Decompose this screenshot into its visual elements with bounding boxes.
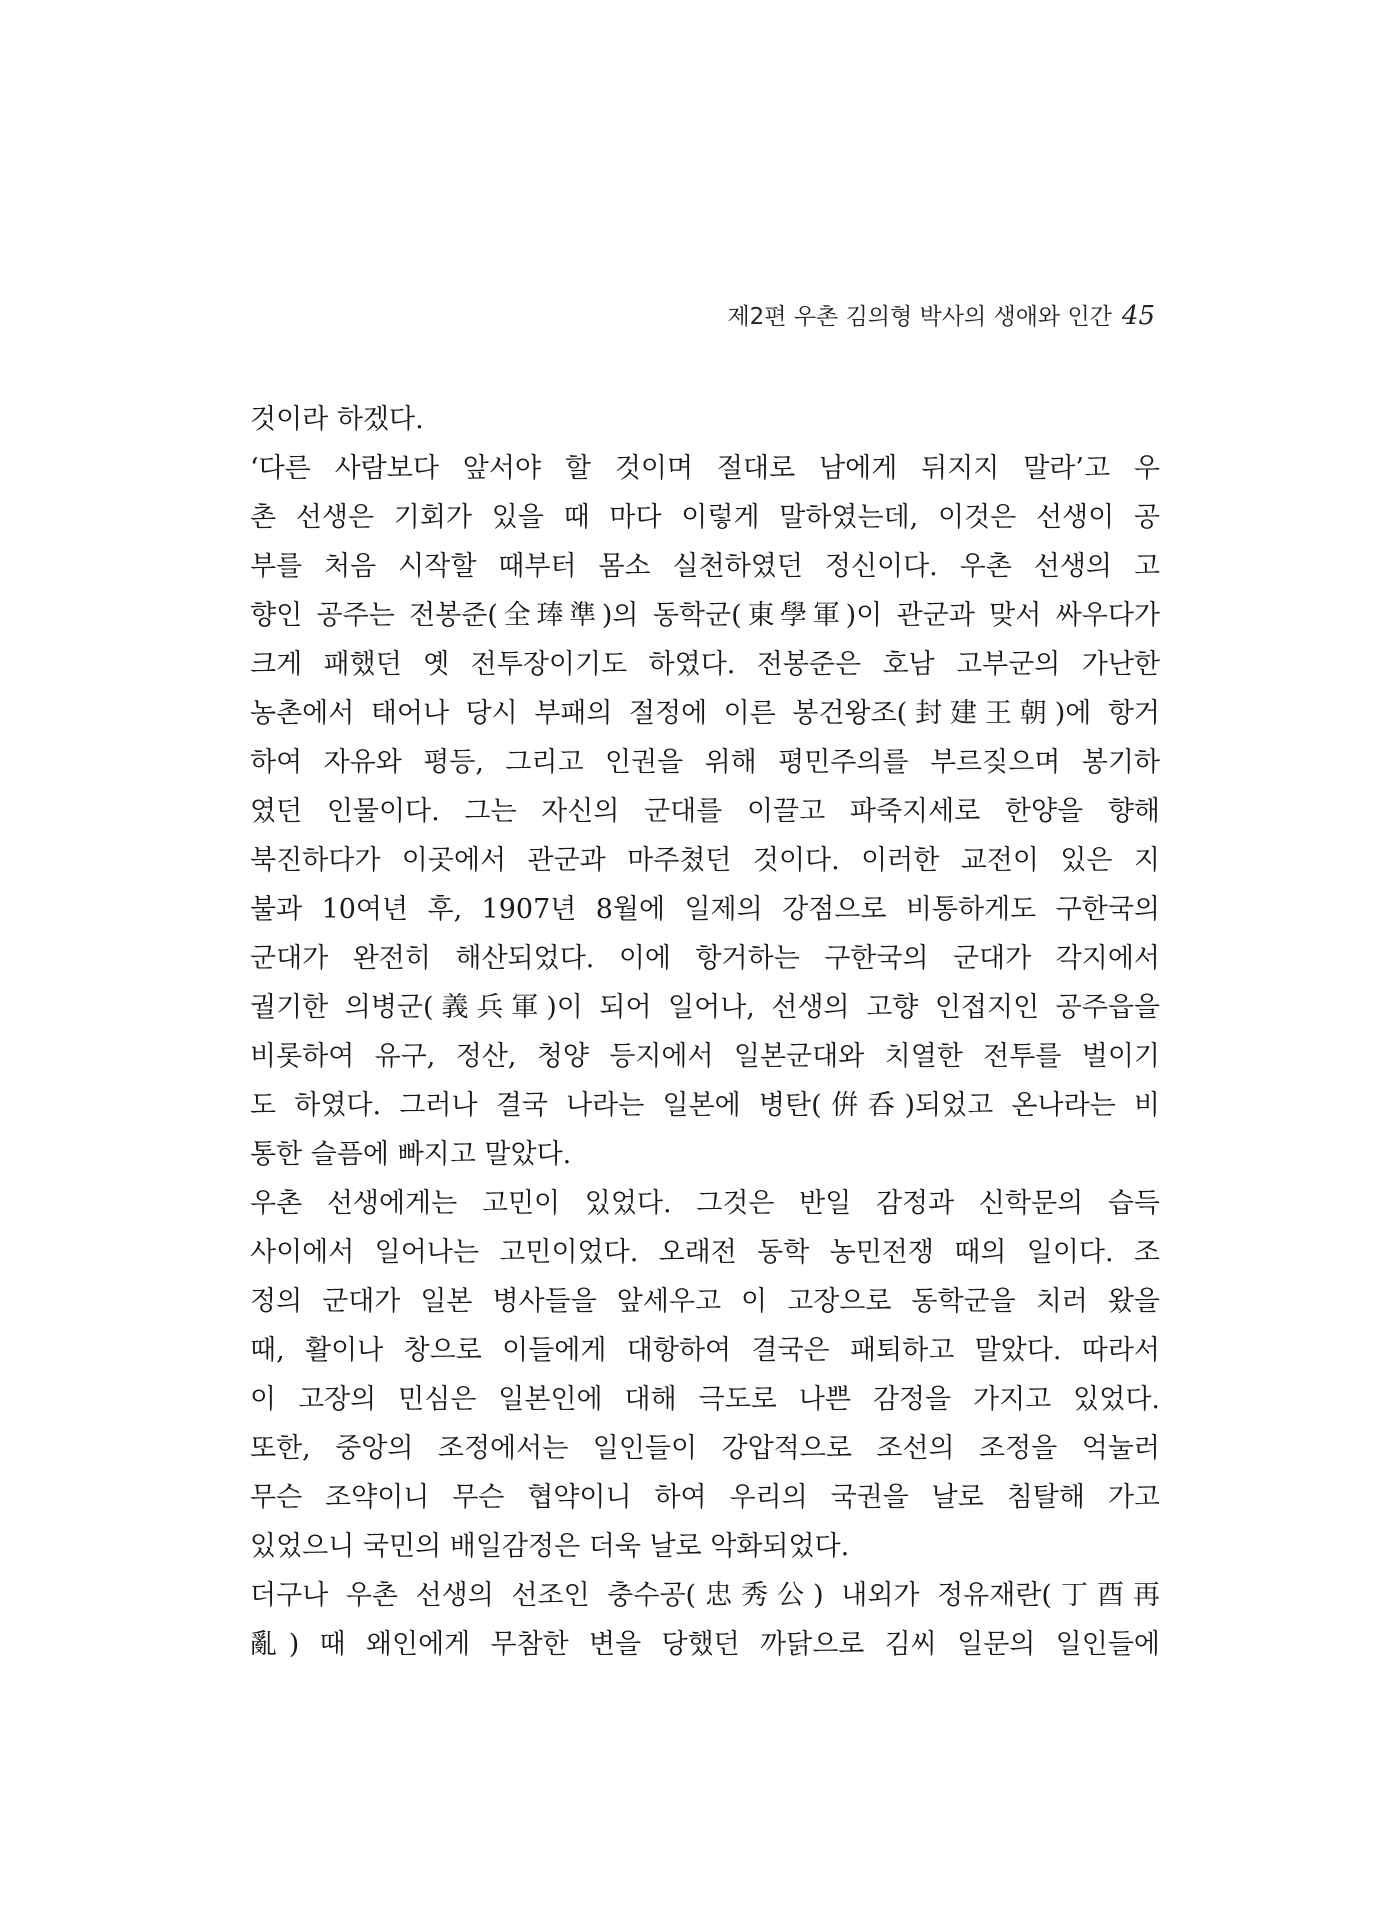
text-line: 무슨 조약이니 무슨 협약이니 하여 우리의 국권을 날로 침탈해 가고: [250, 1482, 1160, 1513]
text-line: 하여 자유와 평등, 그리고 인권을 위해 평민주의를 부르짖으며 봉기하: [250, 747, 1160, 778]
text-line: 궐기한 의병군(義兵軍)이 되어 일어나, 선생의 고향 인접지인 공주읍을: [250, 992, 1160, 1023]
text-line: 더구나 우촌 선생의 선조인 충수공(忠秀公) 내외가 정유재란(丁酉再: [250, 1580, 1160, 1611]
running-title: 제2편 우촌 김의형 박사의 생애와 인간: [727, 304, 1112, 330]
page-number: 45: [1121, 301, 1155, 331]
body-text: [250, 395, 1160, 1669]
text-line: 불과 10여년 후, 1907년 8월에 일제의 강점으로 비통하게도 구한국의: [250, 894, 1160, 925]
text-line: 또한, 중앙의 조정에서는 일인들이 강압적으로 조선의 조정을 억눌러: [250, 1433, 1160, 1464]
text-line: 향인 공주는 전봉준(全琫準)의 동학군(東學軍)이 관군과 맞서 싸우다가: [250, 600, 1160, 631]
text-line: 였던 인물이다. 그는 자신의 군대를 이끌고 파죽지세로 한양을 향해: [250, 796, 1160, 827]
text-line: 때, 활이나 창으로 이들에게 대항하여 결국은 패퇴하고 말았다. 따라서: [250, 1335, 1160, 1366]
text-line: 크게 패했던 옛 전투장이기도 하였다. 전봉준은 호남 고부군의 가난한: [250, 649, 1160, 680]
text-line: 것이라 하겠다.: [250, 404, 424, 435]
text-line: 亂) 때 왜인에게 무참한 변을 당했던 까닭으로 김씨 일문의 일인들에: [250, 1629, 1160, 1660]
text-line: 이 고장의 민심은 일본인에 대해 극도로 나쁜 감정을 가지고 있었다.: [250, 1384, 1160, 1415]
text-line: 있었으니 국민의 배일감정은 더욱 날로 악화되었다.: [250, 1531, 850, 1562]
text-line: 통한 슬픔에 빠지고 말았다.: [250, 1139, 572, 1170]
text-line: 농촌에서 태어나 당시 부패의 절정에 이른 봉건왕조(封建王朝)에 항거: [250, 698, 1160, 729]
text-line: 정의 군대가 일본 병사들을 앞세우고 이 고장으로 동학군을 치러 왔을: [250, 1286, 1160, 1317]
text-line: 군대가 완전히 해산되었다. 이에 항거하는 구한국의 군대가 각지에서: [250, 943, 1160, 974]
text-line: 촌 선생은 기회가 있을 때 마다 이렇게 말하였는데, 이것은 선생이 공: [250, 502, 1160, 533]
text-line: ‘다른 사람보다 앞서야 할 것이며 절대로 남에게 뒤지지 말라’고 우: [250, 453, 1160, 484]
running-header: [250, 298, 1155, 331]
text-line: 도 하였다. 그러나 결국 나라는 일본에 병탄(倂呑)되었고 온나라는 비: [250, 1090, 1160, 1121]
text-line: 우촌 선생에게는 고민이 있었다. 그것은 반일 감정과 신학문의 습득: [250, 1188, 1160, 1219]
text-line: 비롯하여 유구, 정산, 청양 등지에서 일본군대와 치열한 전투를 벌이기: [250, 1041, 1160, 1072]
text-line: 부를 처음 시작할 때부터 몸소 실천하였던 정신이다. 우촌 선생의 고: [250, 551, 1160, 582]
text-line: 북진하다가 이곳에서 관군과 마주쳤던 것이다. 이러한 교전이 있은 지: [250, 845, 1160, 876]
text-line: 사이에서 일어나는 고민이었다. 오래전 동학 농민전쟁 때의 일이다. 조: [250, 1237, 1160, 1268]
